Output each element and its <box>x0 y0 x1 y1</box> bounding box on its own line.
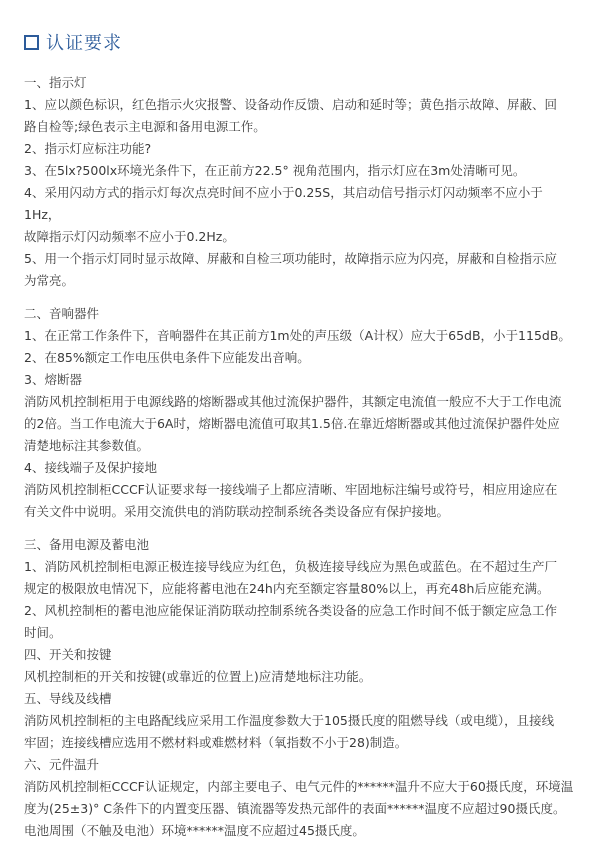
text-line: 牢固；连接线槽应选用不燃材料或难燃材料（氧指数不小于28)制造。 <box>24 735 408 750</box>
section-gap <box>24 292 576 303</box>
text-line: 消防风机控制柜的主电路配线应采用工作温度参数大于105摄氏度的阻燃导线（或电缆），且接线 <box>24 713 555 728</box>
text-line: 为常亮。 <box>24 273 75 288</box>
text-line: 三、备用电源及蓄电池 <box>24 537 150 552</box>
text-line: 3、在5lx?500lx环境光条件下，在正前方22.5° 视角范围内，指示灯应在3m处清晰可见。 <box>24 163 526 178</box>
text-line: 的2倍。当工作电流大于6A时，熔断器电流值可取其1.5倍.在靠近熔断器或其他过流保护器件处应 <box>24 416 560 431</box>
text-line: 四、开关和按键 <box>24 647 112 662</box>
text-line: 六、元件温升 <box>24 757 100 772</box>
document-body <box>24 72 576 842</box>
text-line: 4、采用闪动方式的指示灯每次点亮时间不应小于0.25S，其启动信号指示灯闪动频率不应小于1Hz， <box>24 185 543 222</box>
text-line: 时间。 <box>24 625 62 640</box>
text-line: 4、接线端子及保护接地 <box>24 460 157 475</box>
square-icon <box>24 35 39 50</box>
text-line: 规定的极限放电情况下，应能将蓄电池在24h内充至额定容量80%以上，再充48h后应能充满。 <box>24 581 550 596</box>
page-title: 认证要求 <box>46 33 122 54</box>
section-gap <box>24 523 576 534</box>
text-line: 路自检等;绿色表示主电源和备用电源工作。 <box>24 119 266 134</box>
text-line: 有关文件中说明。采用交流供电的消防联动控制系统各类设备应有保护接地。 <box>24 504 450 519</box>
text-line: 消防风机控制柜CCCF认证要求每一接线端子上都应清晰、牢固地标注编号或符号，相应用途应在 <box>24 482 558 497</box>
text-line: 1、消防风机控制柜电源正极连接导线应为红色，负极连接导线应为黑色或蓝色。在不超过生产厂 <box>24 559 557 574</box>
text-line: 3、熔断器 <box>24 372 82 387</box>
page-header <box>24 30 122 54</box>
text-line: 一、指示灯 <box>24 75 87 90</box>
text-line: 消防风机控制柜CCCF认证规定，内部主要电子、电气元件的******温升不应大于60摄氏度，环境温 <box>24 779 574 794</box>
text-line: 风机控制柜的开关和按键(或靠近的位置上)应清楚地标注功能。 <box>24 669 372 684</box>
text-line: 2、在85%额定工作电压供电条件下应能发出音响。 <box>24 350 310 365</box>
text-line: 度为(25±3)° C条件下的内置变压器、镇流器等发热元部件的表面******温度不应超过90摄氏度。 <box>24 801 566 816</box>
text-line: 电池周围（不触及电池）环境******温度不应超过45摄氏度。 <box>24 823 365 838</box>
text-line: 二、音响器件 <box>24 306 100 321</box>
text-line: 1、应以颜色标识，红色指示火灾报警、设备动作反馈、启动和延时等；黄色指示故障、屏蔽、回 <box>24 97 557 112</box>
text-line: 1、在正常工作条件下，音响器件在其正前方1m处的声压级（A计权）应大于65dB，小于115dB。 <box>24 328 571 343</box>
text-line: 2、风机控制柜的蓄电池应能保证消防联动控制系统各类设备的应急工作时间不低于额定应急工作 <box>24 603 557 618</box>
text-line: 5、用一个指示灯同时显示故障、屏蔽和自检三项功能时，故障指示应为闪亮，屏蔽和自检指示应 <box>24 251 557 266</box>
text-line: 2、指示灯应标注功能? <box>24 141 152 156</box>
text-line: 五、导线及线槽 <box>24 691 112 706</box>
text-line: 消防风机控制柜用于电源线路的熔断器或其他过流保护器件，其额定电流值一般应不大于工作电流 <box>24 394 562 409</box>
text-line: 清楚地标注其参数值。 <box>24 438 150 453</box>
text-line: 故障指示灯闪动频率不应小于0.2Hz。 <box>24 229 235 244</box>
